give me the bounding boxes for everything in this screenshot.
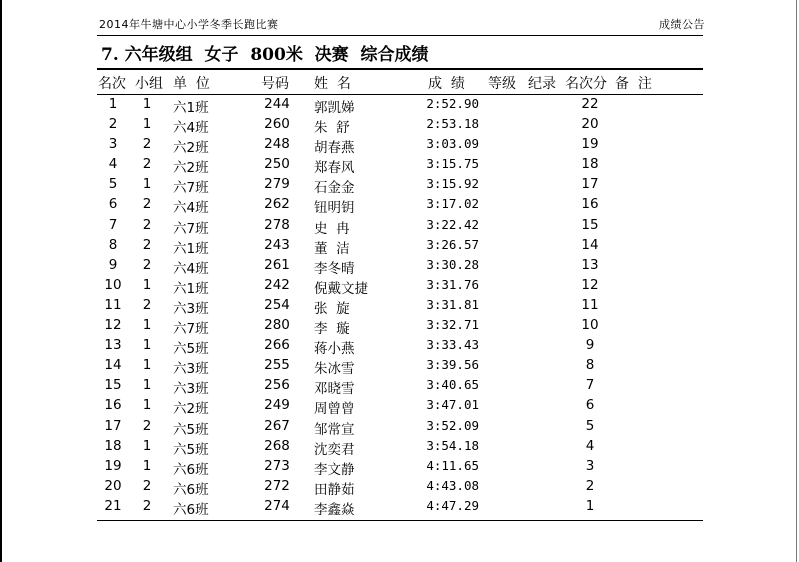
cell-points: 9 (585, 337, 595, 354)
event-title: 7. 六年级组 女子 800米 决赛 综合成绩 (101, 45, 429, 65)
table-row (97, 418, 703, 438)
cell-name: 李文静 (314, 461, 355, 478)
cell-rank: 15 (104, 377, 122, 394)
cell-points: 10 (581, 317, 599, 334)
table-row (97, 438, 703, 458)
cell-group: 1 (142, 457, 152, 474)
cell-points: 20 (581, 116, 599, 133)
cell-number: 243 (264, 236, 290, 253)
cell-name: 郑春风 (314, 160, 355, 177)
cell-name: 李 璇 (314, 321, 350, 338)
table-row (97, 156, 703, 176)
cell-result: 3:32.71 (426, 317, 479, 333)
cell-number: 249 (264, 397, 290, 414)
cell-unit: 六7班 (173, 321, 209, 338)
cell-result: 3:47.01 (426, 397, 479, 413)
col-header-points: 名次分 (565, 76, 607, 92)
cell-number: 273 (264, 457, 290, 474)
cell-name: 史 冉 (314, 220, 350, 237)
cell-unit: 六3班 (173, 381, 209, 398)
cell-name: 李冬晴 (314, 260, 355, 277)
results-table-body (97, 96, 703, 518)
results-page (97, 10, 703, 562)
cell-rank: 9 (108, 256, 118, 273)
cell-group: 1 (142, 276, 152, 293)
table-row (97, 136, 703, 156)
cell-group: 1 (142, 337, 152, 354)
cell-rank: 11 (104, 296, 122, 313)
cell-rank: 17 (104, 417, 122, 434)
cell-name: 钮明钥 (314, 200, 355, 217)
col-header-number: 号码 (261, 76, 289, 92)
cell-unit: 六4班 (173, 260, 209, 277)
cell-rank: 5 (108, 176, 118, 193)
cell-number: 268 (264, 437, 290, 454)
cell-unit: 六5班 (173, 421, 209, 438)
cell-unit: 六2班 (173, 140, 209, 157)
cell-name: 邹常宣 (314, 421, 355, 438)
cell-group: 2 (142, 156, 152, 173)
cell-number: 254 (264, 296, 290, 313)
cell-points: 2 (585, 477, 595, 494)
table-row (97, 397, 703, 417)
cell-group: 2 (142, 256, 152, 273)
cell-result: 3:54.18 (426, 437, 479, 453)
cell-group: 2 (142, 417, 152, 434)
cell-rank: 20 (104, 477, 122, 494)
cell-name: 倪戴文捷 (314, 280, 368, 297)
cell-group: 2 (142, 136, 152, 153)
cell-unit: 六6班 (173, 461, 209, 478)
cell-group: 2 (142, 236, 152, 253)
cell-name: 石金金 (314, 180, 355, 197)
table-row (97, 478, 703, 498)
cell-unit: 六1班 (173, 240, 209, 257)
cell-unit: 六1班 (173, 280, 209, 297)
cell-rank: 6 (108, 196, 118, 213)
table-bottom-rule (97, 520, 703, 521)
cell-points: 3 (585, 457, 595, 474)
cell-group: 1 (142, 116, 152, 133)
cell-points: 1 (585, 497, 595, 514)
cell-result: 3:33.43 (426, 337, 479, 353)
cell-name: 朱冰雪 (314, 361, 355, 378)
cell-rank: 14 (104, 357, 122, 374)
table-header-row (97, 73, 703, 93)
cell-points: 17 (581, 176, 599, 193)
cell-points: 14 (581, 236, 599, 253)
cell-points: 7 (585, 377, 595, 394)
cell-number: 256 (264, 377, 290, 394)
window-left-border (0, 0, 2, 562)
col-header-record: 纪录 (528, 76, 556, 92)
cell-points: 13 (581, 256, 599, 273)
cell-number: 260 (264, 116, 290, 133)
cell-rank: 10 (104, 276, 122, 293)
cell-points: 11 (581, 296, 599, 313)
cell-rank: 13 (104, 337, 122, 354)
cell-points: 8 (585, 357, 595, 374)
cell-points: 22 (581, 96, 599, 112)
cell-unit: 六7班 (173, 220, 209, 237)
header-divider (97, 35, 703, 36)
cell-result: 3:31.81 (426, 296, 479, 312)
cell-unit: 六4班 (173, 200, 209, 217)
cell-name: 董 洁 (314, 240, 350, 257)
cell-result: 4:47.29 (426, 497, 479, 513)
cell-result: 3:03.09 (426, 136, 479, 152)
cell-name: 邓晓雪 (314, 381, 355, 398)
table-row (97, 277, 703, 297)
cell-group: 1 (142, 176, 152, 193)
col-header-note: 备 注 (615, 76, 652, 92)
cell-rank: 16 (104, 397, 122, 414)
meet-title: 2014年牛塘中心小学冬季长跑比赛 (99, 18, 279, 31)
cell-name: 胡春燕 (314, 140, 355, 157)
table-row (97, 96, 703, 116)
cell-result: 3:15.75 (426, 156, 479, 172)
cell-name: 朱 舒 (314, 120, 350, 137)
table-header-rule (97, 94, 703, 95)
cell-group: 1 (142, 437, 152, 454)
table-row (97, 337, 703, 357)
cell-unit: 六7班 (173, 180, 209, 197)
col-header-result: 成 绩 (428, 76, 465, 92)
cell-name: 张 旋 (314, 300, 350, 317)
cell-group: 1 (142, 96, 152, 112)
cell-result: 3:40.65 (426, 377, 479, 393)
cell-rank: 12 (104, 317, 122, 334)
cell-rank: 3 (108, 136, 118, 153)
table-row (97, 116, 703, 136)
cell-rank: 19 (104, 457, 122, 474)
cell-unit: 六6班 (173, 501, 209, 518)
cell-points: 15 (581, 216, 599, 233)
doc-type-label: 成绩公告 (659, 18, 705, 31)
table-row (97, 297, 703, 317)
cell-result: 4:43.08 (426, 477, 479, 493)
cell-unit: 六3班 (173, 361, 209, 378)
cell-result: 3:31.76 (426, 276, 479, 292)
cell-result: 3:17.02 (426, 196, 479, 212)
cell-result: 4:11.65 (426, 457, 479, 473)
cell-result: 3:52.09 (426, 417, 479, 433)
cell-group: 2 (142, 296, 152, 313)
cell-number: 274 (264, 497, 290, 514)
cell-number: 255 (264, 357, 290, 374)
cell-points: 16 (581, 196, 599, 213)
cell-group: 1 (142, 317, 152, 334)
cell-result: 2:52.90 (426, 96, 479, 111)
cell-name: 李鑫焱 (314, 501, 355, 518)
table-row (97, 317, 703, 337)
table-row (97, 257, 703, 277)
cell-rank: 2 (108, 116, 118, 133)
cell-group: 2 (142, 497, 152, 514)
cell-result: 3:30.28 (426, 256, 479, 272)
cell-unit: 六6班 (173, 481, 209, 498)
cell-points: 6 (585, 397, 595, 414)
cell-result: 3:26.57 (426, 236, 479, 252)
col-header-unit: 单 位 (173, 76, 210, 92)
cell-group: 1 (142, 357, 152, 374)
table-row (97, 498, 703, 518)
cell-number: 278 (264, 216, 290, 233)
col-header-group: 小组 (135, 76, 163, 92)
cell-unit: 六3班 (173, 300, 209, 317)
window-right-border (796, 0, 797, 562)
cell-number: 248 (264, 136, 290, 153)
cell-result: 3:22.42 (426, 216, 479, 232)
cell-result: 3:39.56 (426, 357, 479, 373)
cell-number: 244 (264, 96, 290, 112)
col-header-name: 姓 名 (314, 76, 351, 92)
cell-points: 12 (581, 276, 599, 293)
table-row (97, 196, 703, 216)
cell-group: 2 (142, 216, 152, 233)
table-top-rule (97, 68, 703, 70)
cell-number: 267 (264, 417, 290, 434)
col-header-level: 等级 (488, 76, 516, 92)
cell-unit: 六5班 (173, 341, 209, 358)
cell-name: 田静茹 (314, 481, 355, 498)
cell-number: 279 (264, 176, 290, 193)
table-row (97, 458, 703, 478)
cell-name: 周曾曾 (314, 401, 355, 418)
cell-number: 272 (264, 477, 290, 494)
cell-unit: 六2班 (173, 160, 209, 177)
cell-result: 3:15.92 (426, 176, 479, 192)
cell-rank: 21 (104, 497, 122, 514)
cell-rank: 7 (108, 216, 118, 233)
cell-points: 19 (581, 136, 599, 153)
cell-unit: 六4班 (173, 120, 209, 137)
cell-group: 2 (142, 196, 152, 213)
table-row (97, 357, 703, 377)
cell-rank: 1 (108, 96, 118, 112)
cell-number: 280 (264, 317, 290, 334)
cell-group: 1 (142, 377, 152, 394)
cell-number: 250 (264, 156, 290, 173)
cell-name: 沈奕君 (314, 441, 355, 458)
table-row (97, 217, 703, 237)
cell-number: 266 (264, 337, 290, 354)
cell-number: 242 (264, 276, 290, 293)
cell-group: 2 (142, 477, 152, 494)
cell-number: 261 (264, 256, 290, 273)
cell-points: 4 (585, 437, 595, 454)
table-row (97, 176, 703, 196)
cell-unit: 六1班 (173, 100, 209, 116)
cell-rank: 8 (108, 236, 118, 253)
cell-rank: 18 (104, 437, 122, 454)
cell-points: 18 (581, 156, 599, 173)
cell-name: 郭凯娣 (314, 100, 355, 116)
cell-group: 1 (142, 397, 152, 414)
cell-unit: 六2班 (173, 401, 209, 418)
cell-name: 蒋小燕 (314, 341, 355, 358)
cell-points: 5 (585, 417, 595, 434)
cell-number: 262 (264, 196, 290, 213)
table-row (97, 377, 703, 397)
cell-unit: 六5班 (173, 441, 209, 458)
cell-result: 2:53.18 (426, 116, 479, 132)
col-header-rank: 名次 (98, 76, 126, 92)
cell-rank: 4 (108, 156, 118, 173)
table-row (97, 237, 703, 257)
